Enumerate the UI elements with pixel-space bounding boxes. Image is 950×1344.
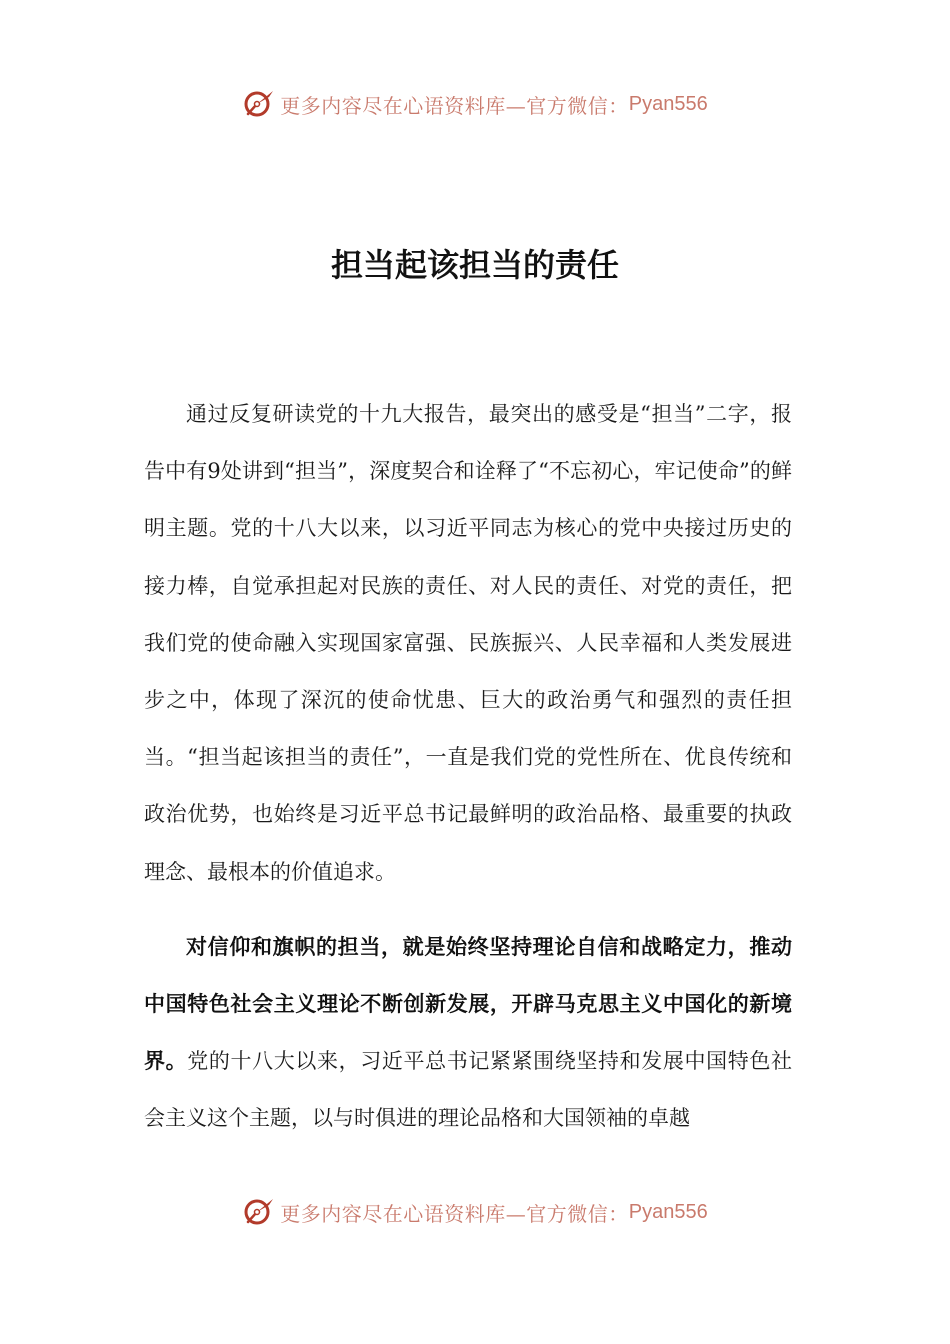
header-watermark-banner (0, 84, 950, 124)
watermark-text: 更多内容尽在心语资料库—官方微信： (280, 1201, 629, 1226)
footer-watermark-banner (0, 1192, 950, 1232)
pen-nib-logo-icon (242, 87, 276, 121)
wechat-id: Pyan556 (628, 92, 708, 115)
paragraph-lead: 对信仰和旗帜的担当，就是始终坚持理论自信和战略定力，推动中国特色社会主义理论不断创新发展，开辟马克思主义中国化的新境界。 (144, 934, 792, 1074)
paragraph-body: 党的十八大以来，习近平总书记紧紧围绕坚持和发展中国特色社会主义这个主题，以与时俱进的理论品格和大国领袖的卓越 (144, 1049, 793, 1131)
document-body (144, 386, 792, 1148)
paragraph (144, 919, 792, 1148)
watermark-text: 更多内容尽在心语资料库—官方微信： (280, 93, 629, 118)
document-title: 担当起该担当的责任 (330, 246, 619, 284)
paragraph (144, 386, 792, 901)
wechat-id: Pyan556 (628, 1200, 708, 1223)
paragraph-body: 通过反复研读党的十九大报告，最突出的感受是“担当”二字，报告中有9处讲到“担当”，深度契合和诠释了“不忘初心，牢记使命”的鲜明主题。党的十八大以来，以习近平同志为核心的党中央接过历史的接力棒，自觉承担起对民族的责任、对人民的责任、对党的责任，把我们党的使命融入实现国家富强、民族振兴、人民幸福和人类发展进步之中，体现了深沉的使命忧患、巨大的政治勇气和强烈的责任担当。“担当起该担当的责任”，一直是我们党的党性所在、优良传统和政治优势，也始终是习近平总书记最鲜明的政治品格、最重要的执政理念、最根本的价值追求。 (144, 402, 792, 884)
pen-nib-logo-icon (242, 1195, 276, 1229)
